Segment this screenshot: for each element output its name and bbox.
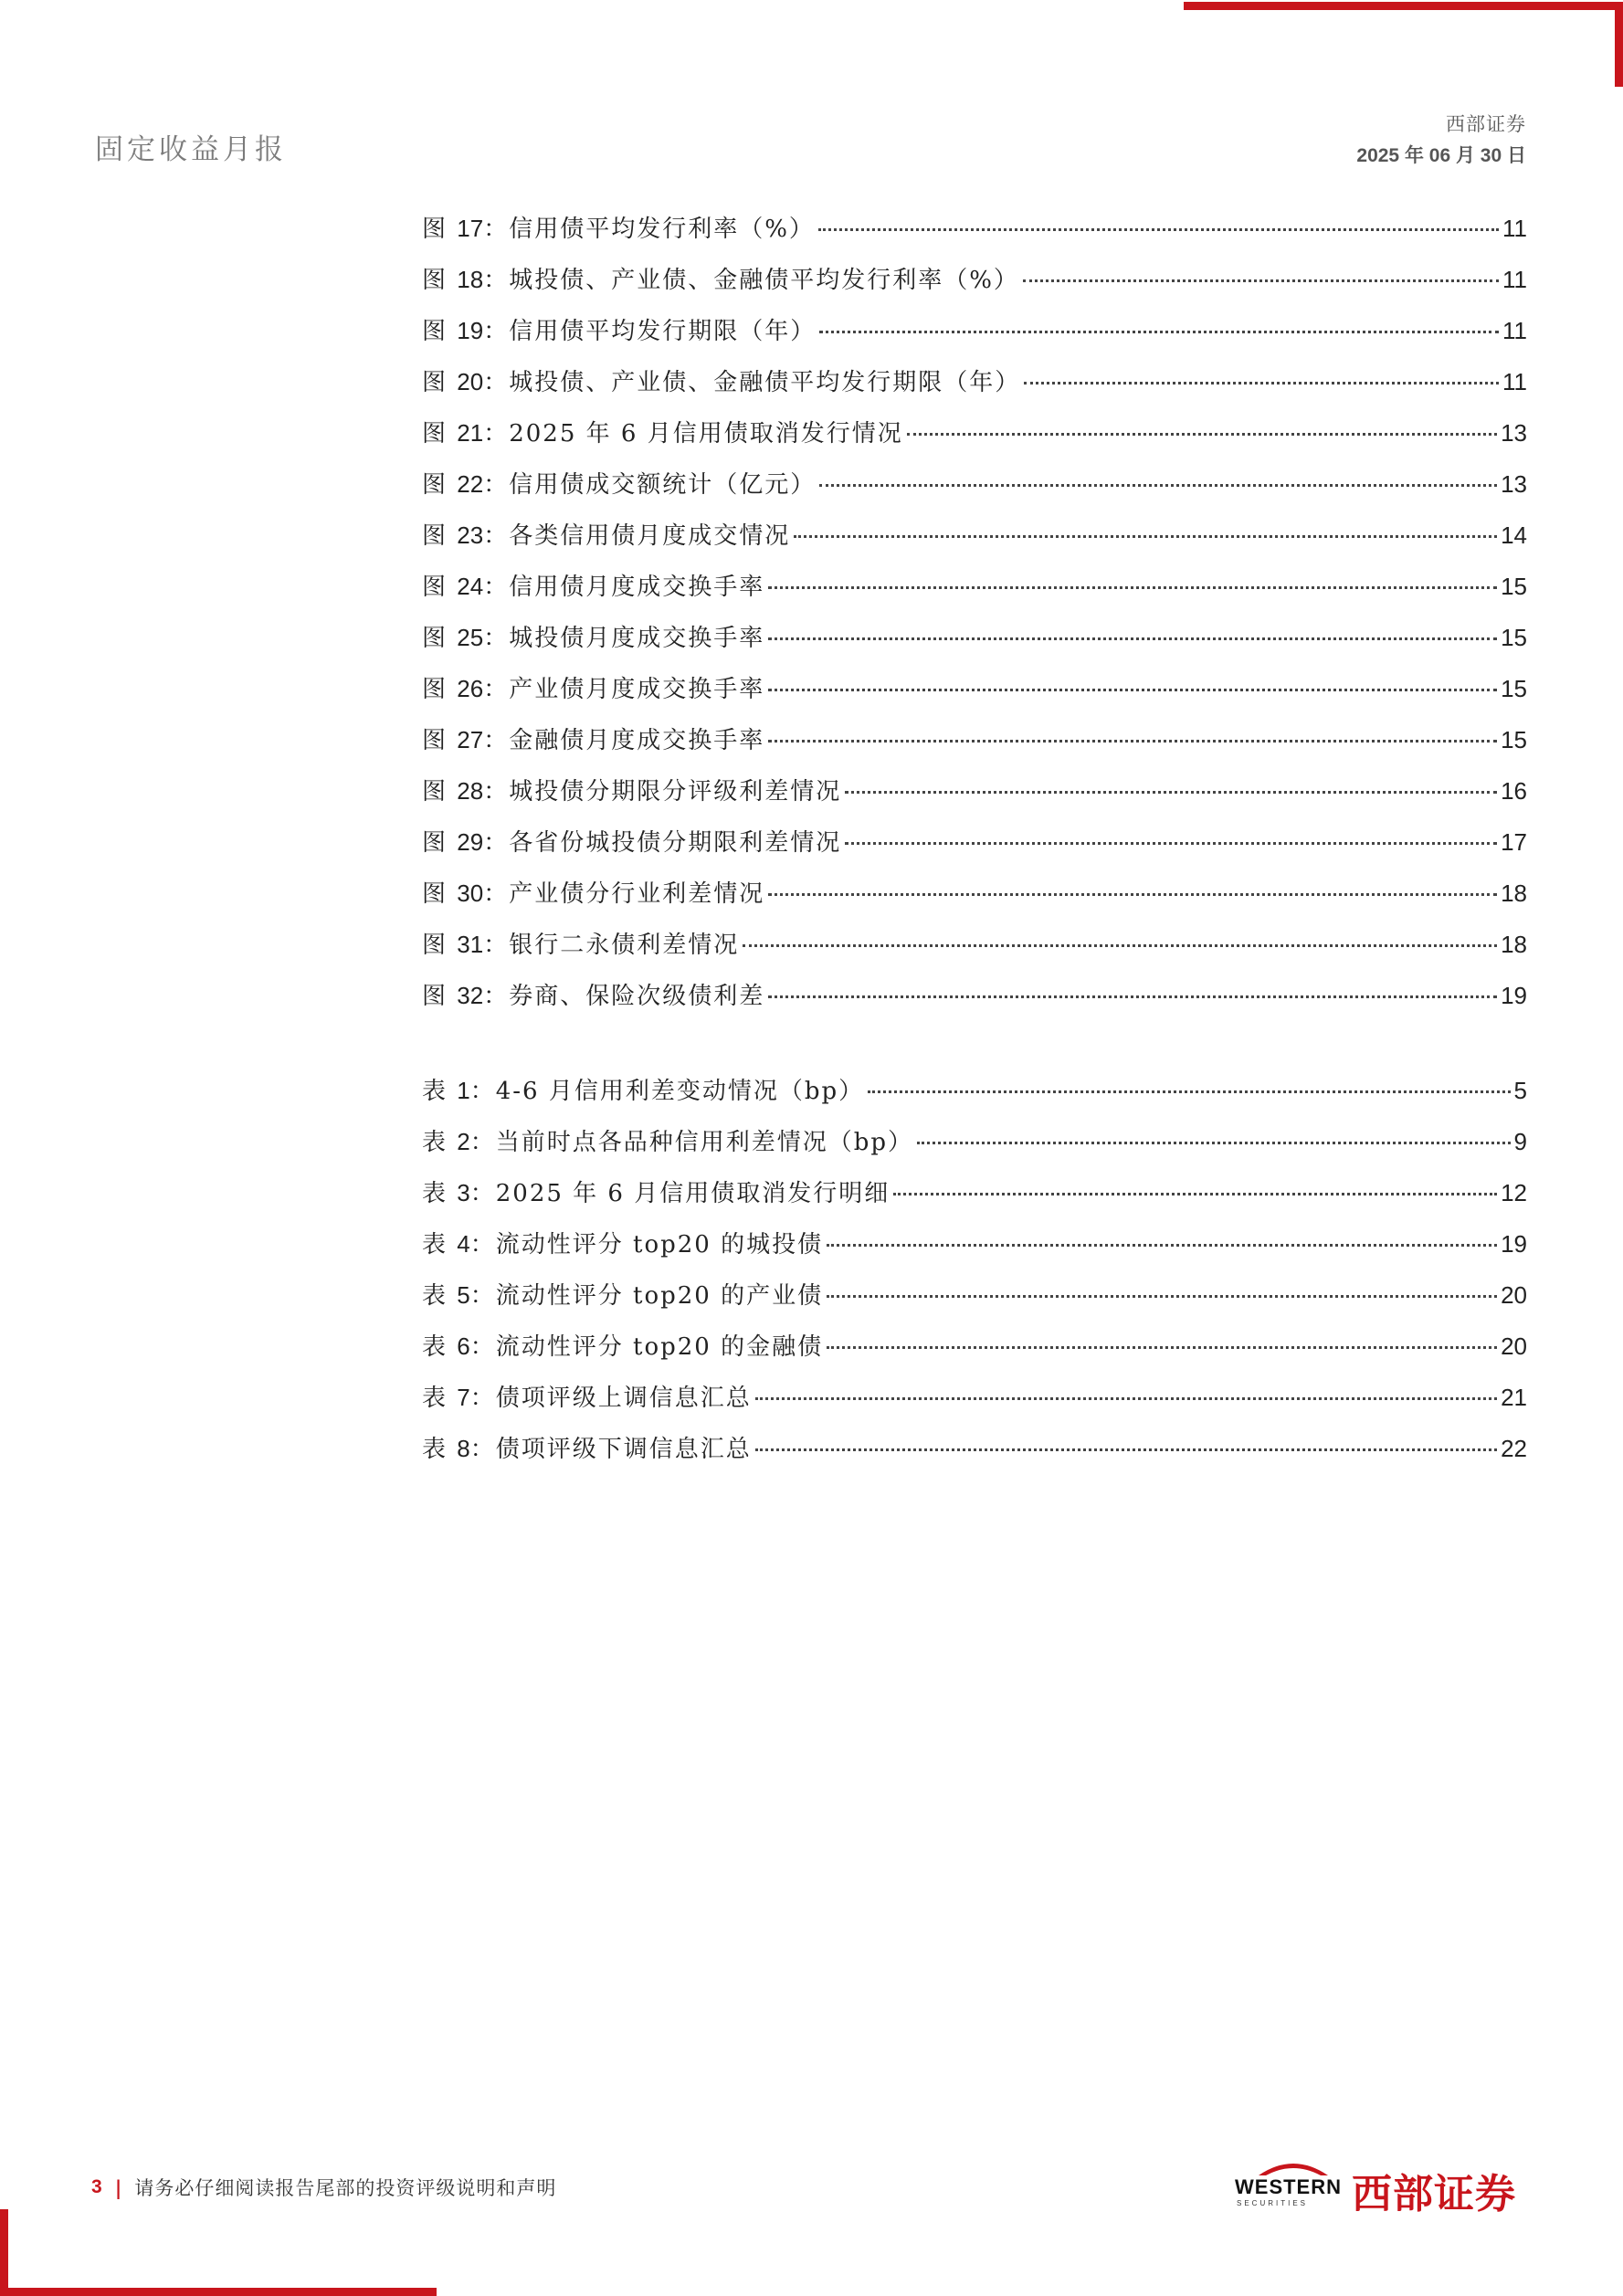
company-logo [1235, 2157, 1527, 2219]
toc-entry-number: 27 [457, 726, 484, 753]
toc-entry-title: ：债项评级上调信息汇总 [469, 1385, 752, 1412]
toc-entry-label [422, 1321, 823, 1373]
toc-entry-number: 22 [457, 470, 484, 498]
toc-entry-label [422, 919, 739, 971]
figure-toc-entry[interactable] [422, 356, 1527, 407]
figure-toc-entry[interactable] [422, 663, 1527, 714]
toc-entry-number: 2 [457, 1128, 470, 1155]
toc-entry-prefix: 表 [422, 1385, 458, 1412]
table-toc-entry[interactable] [422, 1269, 1527, 1321]
toc-entry-number: 30 [457, 879, 484, 907]
toc-dot-leader [755, 1448, 1497, 1451]
toc-entry-prefix: 图 [422, 216, 458, 243]
toc-dot-leader [868, 1090, 1510, 1093]
toc-page-number: 15 [1501, 675, 1527, 702]
toc-page-number: 22 [1501, 1435, 1527, 1462]
toc-entry-number: 31 [457, 931, 484, 958]
toc-entry-number: 1 [457, 1077, 470, 1104]
header-company: 西部证券 [1446, 113, 1526, 135]
toc-dot-leader [827, 1244, 1497, 1247]
toc-entry-label [422, 663, 764, 715]
figure-toc-entry[interactable] [422, 561, 1527, 612]
toc-dot-leader [768, 740, 1497, 743]
toc-page-number: 5 [1513, 1077, 1527, 1104]
toc-entry-label [422, 816, 841, 869]
toc-entry-prefix: 图 [422, 932, 458, 959]
toc-entry-prefix: 图 [422, 522, 458, 550]
toc-dot-leader [845, 791, 1497, 794]
toc-entry-prefix: 表 [422, 1129, 458, 1156]
toc-entry-prefix: 图 [422, 267, 458, 294]
toc-entry-label [422, 1423, 752, 1475]
toc-dot-leader [768, 637, 1497, 640]
toc-dot-leader [768, 586, 1497, 589]
toc-dot-leader [1023, 279, 1499, 282]
toc-entry-label [422, 1372, 752, 1424]
toc-entry-number: 6 [457, 1332, 470, 1360]
toc-entry-number: 24 [457, 573, 484, 600]
figure-toc-entry[interactable] [422, 714, 1527, 765]
toc-page-number: 21 [1501, 1384, 1527, 1411]
figure-toc-entry[interactable] [422, 203, 1527, 254]
toc-entry-label [422, 1167, 890, 1219]
toc-page-number: 15 [1501, 726, 1527, 753]
table-toc-entry[interactable] [422, 1167, 1527, 1218]
toc-entry-prefix: 图 [422, 983, 458, 1010]
toc-entry-title: ：流动性评分 top20 的产业债 [469, 1282, 824, 1310]
frame-corner-top-vertical [1615, 2, 1623, 87]
toc-entry-label [422, 510, 790, 562]
toc-entry-number: 8 [457, 1435, 470, 1462]
toc-entry-label [422, 561, 764, 613]
toc-entry-title: ：银行二永债利差情况 [483, 932, 740, 959]
toc-dot-leader [768, 893, 1497, 896]
toc-entry-title: ：债项评级下调信息汇总 [469, 1436, 752, 1463]
toc-entry-label [422, 714, 764, 766]
toc-entry-label [422, 970, 764, 1022]
toc-dot-leader [819, 331, 1499, 333]
toc-entry-prefix: 表 [422, 1078, 458, 1105]
toc-page-number: 16 [1501, 777, 1527, 805]
table-toc-entry[interactable] [422, 1372, 1527, 1423]
toc-entry-label [422, 1116, 913, 1168]
toc-dot-leader [845, 842, 1497, 845]
toc-entry-number: 7 [457, 1384, 470, 1411]
toc-page-number: 15 [1501, 624, 1527, 651]
toc-entry-number: 29 [457, 828, 484, 856]
toc-entry-number: 21 [457, 419, 484, 447]
toc-entry-title: ：信用债平均发行利率（%） [483, 216, 815, 243]
toc-entry-prefix: 图 [422, 420, 458, 448]
table-toc-entry[interactable] [422, 1321, 1527, 1372]
toc-entry-prefix: 图 [422, 369, 458, 396]
footer-separator: | [114, 2175, 122, 2199]
toc-page-number: 11 [1502, 266, 1527, 293]
toc-entry-number: 20 [457, 368, 484, 395]
toc-page-number: 11 [1502, 317, 1527, 344]
toc-entry-label [422, 254, 1019, 306]
toc-entry-number: 28 [457, 777, 484, 805]
toc-page-number: 18 [1501, 931, 1527, 958]
figure-toc-entry[interactable] [422, 970, 1527, 1021]
toc-entry-prefix: 表 [422, 1282, 458, 1310]
toc-entry-title: ：城投债月度成交换手率 [483, 625, 765, 652]
figure-toc-entry[interactable] [422, 254, 1527, 305]
toc-entry-title: ：流动性评分 top20 的金融债 [469, 1333, 824, 1361]
toc-entry-label [422, 305, 816, 357]
toc-entry-number: 23 [457, 521, 484, 549]
toc-dot-leader [907, 433, 1497, 436]
toc-entry-prefix: 图 [422, 676, 458, 703]
toc-entry-title: ：信用债平均发行期限（年） [483, 318, 817, 345]
toc-entry-number: 17 [457, 215, 484, 242]
toc-entry-prefix: 表 [422, 1231, 458, 1259]
toc-page-number: 15 [1501, 573, 1527, 600]
figure-toc-entry[interactable] [422, 612, 1527, 663]
toc-dot-leader [827, 1295, 1497, 1298]
toc-dot-leader [818, 228, 1499, 231]
toc-entry-prefix: 图 [422, 471, 458, 499]
page-number: 3 [91, 2176, 102, 2197]
toc-entry-number: 3 [457, 1179, 470, 1206]
figure-toc-entry[interactable] [422, 919, 1527, 970]
toc-entry-prefix: 图 [422, 318, 458, 345]
toc-entry-label [422, 868, 764, 920]
toc-entry-label [422, 356, 1020, 408]
toc-entry-prefix: 图 [422, 625, 458, 652]
header-right-block [1356, 110, 1526, 168]
toc-entry-title: ：产业债月度成交换手率 [483, 676, 765, 703]
frame-corner-top-horizontal [1184, 2, 1623, 10]
figure-toc-entry[interactable] [422, 305, 1527, 356]
toc-dot-leader [827, 1346, 1497, 1349]
toc-entry-number: 5 [457, 1281, 470, 1309]
figure-toc-entry[interactable] [422, 868, 1527, 919]
toc-entry-label [422, 612, 764, 664]
toc-entry-title: ：当前时点各品种信用利差情况（bp） [469, 1129, 914, 1156]
toc-entry-prefix: 表 [422, 1180, 458, 1207]
toc-entry-title: ：城投债分期限分评级利差情况 [483, 778, 842, 806]
toc-entry-title: ：产业债分行业利差情况 [483, 880, 765, 908]
toc-entry-prefix: 图 [422, 574, 458, 601]
toc-entry-label [422, 765, 841, 817]
toc-page-number: 13 [1501, 419, 1527, 447]
toc-entry-title: ：各省份城投债分期限利差情况 [483, 829, 842, 857]
toc-entry-prefix: 图 [422, 880, 458, 908]
figure-toc-entry[interactable] [422, 816, 1527, 868]
toc-entry-title: ：2025 年 6 月信用债取消发行明细 [469, 1180, 891, 1207]
toc-entry-label [422, 407, 903, 459]
toc-entry-title: ：2025 年 6 月信用债取消发行情况 [483, 420, 903, 448]
toc-entry-title: ：城投债、产业债、金融债平均发行期限（年） [483, 369, 1021, 396]
toc-dot-leader [755, 1397, 1497, 1400]
toc-page-number: 13 [1501, 470, 1527, 498]
toc-dot-leader [917, 1142, 1511, 1144]
figure-list [422, 203, 1527, 1021]
table-toc-entry[interactable] [422, 1218, 1527, 1269]
toc-entry-label [422, 1218, 823, 1270]
toc-entry-label [422, 1269, 823, 1322]
report-type-title: 固定收益月报 [95, 133, 287, 166]
logo-english: WESTERN [1235, 2175, 1342, 2198]
logo-chinese: 西部证券 [1352, 2171, 1516, 2217]
toc-entry-title: ：城投债、产业债、金融债平均发行利率（%） [483, 267, 1019, 294]
toc-entry-title: ：金融债月度成交换手率 [483, 727, 765, 754]
toc-entry-number: 25 [457, 624, 484, 651]
table-toc-entry[interactable] [422, 1065, 1527, 1116]
toc-entry-label [422, 203, 815, 255]
toc-entry-prefix: 表 [422, 1436, 458, 1463]
toc-entry-number: 26 [457, 675, 484, 702]
frame-corner-bottom-vertical [0, 2209, 8, 2296]
figure-toc-entry[interactable] [422, 510, 1527, 561]
toc-entry-label [422, 458, 816, 511]
toc-page-number: 9 [1513, 1128, 1527, 1155]
logo-english-sub: SECURITIES [1237, 2199, 1309, 2207]
table-toc-entry[interactable] [422, 1116, 1527, 1167]
toc-entry-prefix: 表 [422, 1333, 458, 1361]
toc-entry-title: ：4-6 月信用利差变动情况（bp） [469, 1078, 865, 1105]
table-of-contents [422, 203, 1527, 1474]
table-list [422, 1065, 1527, 1474]
toc-dot-leader [743, 944, 1497, 947]
toc-gap [422, 1021, 1527, 1065]
toc-entry-label [422, 1065, 864, 1117]
toc-entry-prefix: 图 [422, 778, 458, 806]
toc-entry-title: ：信用债成交额统计（亿元） [483, 471, 817, 499]
toc-page-number: 18 [1501, 879, 1527, 907]
toc-page-number: 17 [1501, 828, 1527, 856]
toc-entry-title: ：各类信用债月度成交情况 [483, 522, 791, 550]
frame-corner-bottom-horizontal [0, 2288, 437, 2296]
toc-dot-leader [893, 1193, 1497, 1195]
toc-entry-prefix: 图 [422, 727, 458, 754]
toc-page-number: 12 [1501, 1179, 1527, 1206]
toc-entry-title: ：信用债月度成交换手率 [483, 574, 765, 601]
toc-page-number: 20 [1501, 1332, 1527, 1360]
toc-entry-number: 4 [457, 1230, 470, 1258]
figure-toc-entry[interactable] [422, 765, 1527, 816]
toc-dot-leader [819, 484, 1497, 487]
header-date: 2025 年 06 月 30 日 [1356, 145, 1526, 166]
toc-dot-leader [794, 535, 1497, 538]
toc-entry-title: ：券商、保险次级债利差 [483, 983, 765, 1010]
footer [91, 2174, 556, 2201]
figure-toc-entry[interactable] [422, 458, 1527, 510]
toc-entry-title: ：流动性评分 top20 的城投债 [469, 1231, 824, 1259]
toc-page-number: 11 [1502, 368, 1527, 395]
toc-page-number: 14 [1501, 521, 1527, 549]
toc-entry-number: 32 [457, 982, 484, 1009]
toc-dot-leader [768, 689, 1497, 691]
toc-entry-prefix: 图 [422, 829, 458, 857]
toc-dot-leader [1024, 382, 1499, 384]
toc-page-number: 20 [1501, 1281, 1527, 1309]
toc-entry-number: 18 [457, 266, 484, 293]
footer-disclaimer: 请务必仔细阅读报告尾部的投资评级说明和声明 [134, 2177, 557, 2199]
toc-page-number: 11 [1502, 215, 1527, 242]
table-toc-entry[interactable] [422, 1423, 1527, 1474]
toc-dot-leader [768, 995, 1497, 998]
toc-page-number: 19 [1501, 982, 1527, 1009]
toc-page-number: 19 [1501, 1230, 1527, 1258]
figure-toc-entry[interactable] [422, 407, 1527, 458]
toc-entry-number: 19 [457, 317, 484, 344]
